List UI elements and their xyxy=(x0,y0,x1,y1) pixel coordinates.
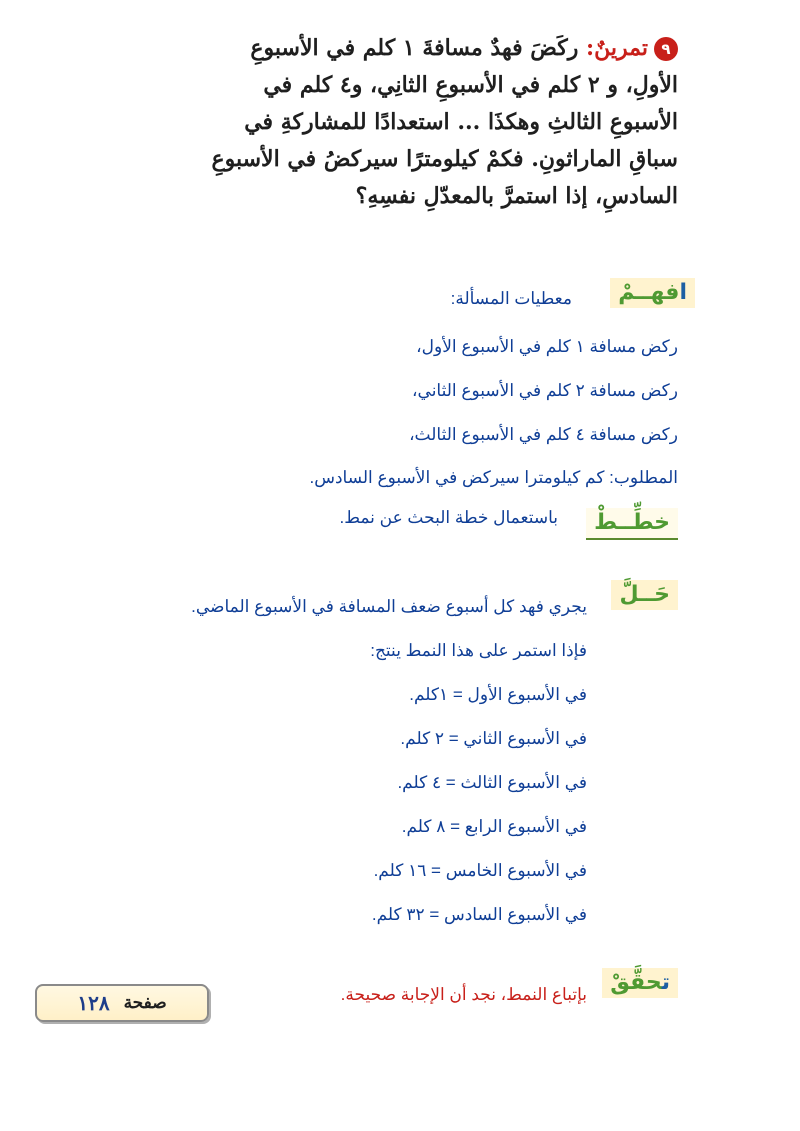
understand-tag xyxy=(610,278,695,308)
exercise-label: تمرينٌ: xyxy=(586,35,648,61)
week-line: في الأسبوع الثالث = ٤ كلم. xyxy=(397,773,587,792)
week-line: في الأسبوع السادس = ٣٢ كلم. xyxy=(371,905,587,924)
check-tag xyxy=(602,968,678,998)
exercise-text-line: السادسِ، إذا استمرَّ بالمعدّلِ نفسِهِ؟ xyxy=(355,183,678,209)
exercise-text-line: سباقِ الماراثونِ. فكمْ كيلومترًا سيركضُ في الأسبوعِ xyxy=(211,146,678,172)
week-line: في الأسبوع الرابع = ٨ كلم. xyxy=(401,817,587,836)
exercise-text-line: الأولِ، و ٢ كلم في الأسبوعِ الثانِي، و٤ كلم في xyxy=(263,72,678,98)
exercise-line xyxy=(238,30,678,67)
exercise-text-line: ركَضَ فهدٌ مسافةَ ١ كلم في الأسبوعِ xyxy=(250,35,579,61)
check-text: بإتباع النمط، نجد أن الإجابة صحيحة. xyxy=(340,985,587,1004)
check-tag-label: حقَّقْ xyxy=(610,970,662,995)
week-line: في الأسبوع الأول = ١كلم. xyxy=(409,685,587,704)
plan-text: باستعمال خطة البحث عن نمط. xyxy=(339,508,558,527)
understand-tag-first-letter: ا xyxy=(679,280,687,305)
given-line: ركض مسافة ٤ كلم في الأسبوع الثالث، xyxy=(409,425,678,444)
solve-continue: فإذا استمر على هذا النمط ينتج: xyxy=(370,641,587,660)
week-line: في الأسبوع الثاني = ٢ كلم. xyxy=(400,729,587,748)
week-line: في الأسبوع الخامس = ١٦ كلم. xyxy=(373,861,587,880)
exercise-number-badge: ٩ xyxy=(654,37,678,61)
page-label: صفحة xyxy=(123,993,167,1013)
given-line: ركض مسافة ١ كلم في الأسبوع الأول، xyxy=(416,337,678,356)
plan-tag: خطِّــطْ xyxy=(586,508,678,540)
required-line: المطلوب: كم كيلومترا سيركض في الأسبوع السادس. xyxy=(309,468,678,487)
understand-tag-label: فهــمْ xyxy=(618,280,680,305)
check-tag-first-letter: ت xyxy=(661,970,670,995)
exercise-block xyxy=(211,30,678,215)
givens-title: معطيات المسألة: xyxy=(450,289,572,308)
page-number-badge xyxy=(35,984,209,1022)
page-number: ١٢٨ xyxy=(77,991,110,1015)
exercise-text-line: الأسبوعِ الثالثِ وهكذَا ... استعدادًا للمشاركةِ في xyxy=(244,109,678,135)
given-line: ركض مسافة ٢ كلم في الأسبوع الثاني، xyxy=(412,381,678,400)
solve-intro: يجري فهد كل أسبوع ضعف المسافة في الأسبوع الماضي. xyxy=(191,597,587,616)
solve-tag: حَــلَّ xyxy=(611,580,678,610)
